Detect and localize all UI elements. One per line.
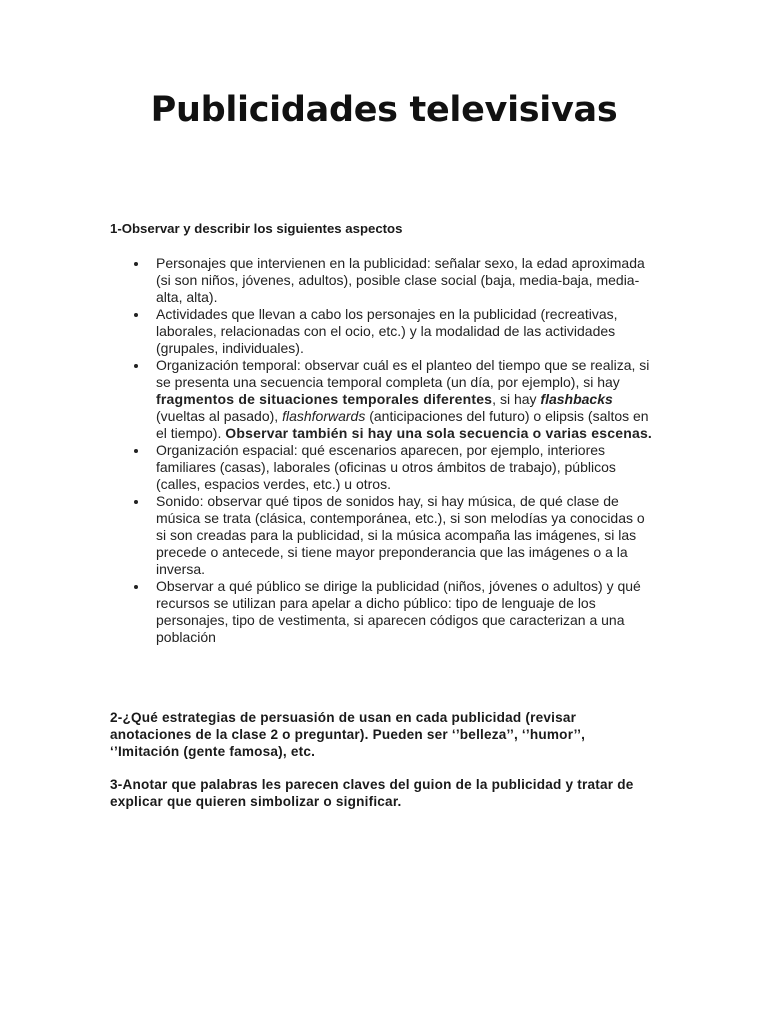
list-item-organizacion-temporal [156,357,656,442]
question-2: 2-¿Qué estrategias de persuasión de usan en cada publicidad (revisar anotaciones de la clase 2 o preguntar). Pueden ser ‘’belleza’’, ‘’humor’’, ‘’Imitación (gente famosa), etc. [110,710,586,759]
question-3: 3-Anotar que palabras les parecen claves del guion de la publicidad y tratar de explicar que quieren simbolizar o significar. [110,777,634,809]
aspects-list [156,255,656,646]
bold-segment: fragmentos de situaciones temporales diferentes [156,391,493,407]
list-item-sonido: Sonido: observar qué tipos de sonidos hay, si hay música, de qué clase de música se trata (clásica, contemporánea, etc.), si son melodías ya conocidas o si son creadas para la publicidad, si la música acompaña las imágenes, si las precede o antecede, si tiene mayor preponderancia que las imágenes o a la inversa. [156,493,656,578]
bold-segment: Observar también si hay una sola secuencia o varias escenas. [225,425,653,441]
section1-heading: 1-Observar y describir los siguientes aspectos [110,221,403,236]
list-item-organizacion-espacial: Organización espacial: qué escenarios aparecen, por ejemplo, interiores familiares (casas), laborales (oficinas u otros ámbitos de trabajo), públicos (calles, espacios verdes, etc.) u otros. [156,442,656,493]
list-item-actividades: Actividades que llevan a cabo los personajes en la publicidad (recreativas, laborales, relacionadas con el ocio, etc.) y la modalidad de las actividades (grupales, individuales). [156,306,656,357]
document-title: Publicidades televisivas [150,90,618,130]
text-segment: Organización temporal: observar cuál es el planteo del tiempo que se realiza, si se presenta una secuencia temporal completa (un día, por ejemplo), si hay [156,357,650,390]
text-segment: (anticipaciones del futuro) o elipsis (saltos en el tiempo). [156,408,649,441]
list-item-publico: Observar a qué público se dirige la publicidad (niños, jóvenes o adultos) y qué recursos se utilizan para apelar a dicho público: tipo de lenguaje de los personajes, tipo de vestimenta, si aparecen códigos que caracterizan a una población [156,578,656,646]
italic-segment: flashforwards [282,408,366,424]
text-segment: (vueltas al pasado), [156,408,283,424]
bold-italic-segment: flashbacks [540,391,613,407]
text-segment: , si hay [492,391,541,407]
list-item-personajes: Personajes que intervienen en la publicidad: señalar sexo, la edad aproximada (si son niños, jóvenes, adultos), posible clase social (baja, media-baja, media-alta, alta). [156,255,656,306]
